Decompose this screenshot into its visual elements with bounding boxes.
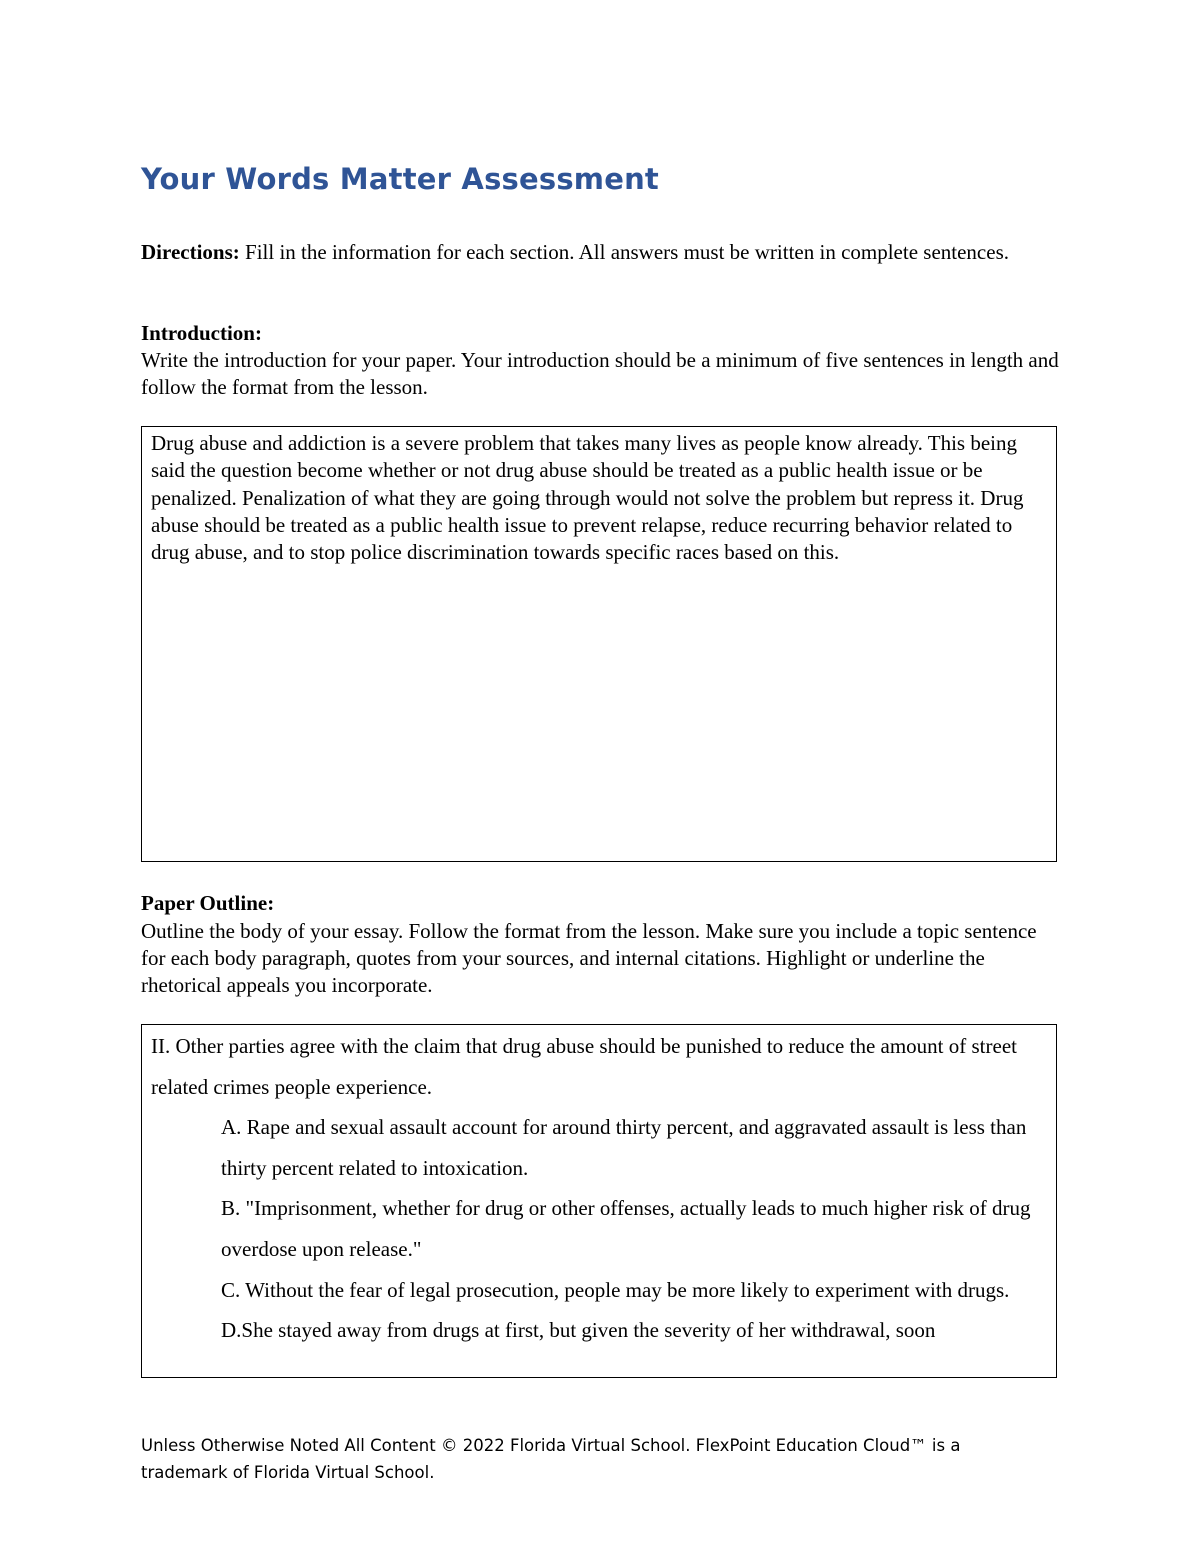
outline-answer-box[interactable] [141, 1024, 1057, 1378]
outline-sub-point-a: A. Rape and sexual assault account for around thirty percent, and aggravated assault is less than thirty percent related to intoxication. [221, 1115, 1027, 1180]
outline-sub-point-b: B. "Imprisonment, whether for drug or other offenses, actually leads to much higher risk of drug overdose upon release." [221, 1196, 1031, 1261]
outline-main-point: II. Other parties agree with the claim that drug abuse should be punished to reduce the amount of street related crimes people experience. [151, 1034, 1017, 1099]
introduction-answer-box[interactable] [141, 426, 1057, 862]
outline-sub-point-d: D.She stayed away from drugs at first, but given the severity of her withdrawal, soon [221, 1318, 936, 1343]
outline-instructions: Outline the body of your essay. Follow the format from the lesson. Make sure you include a topic sentence for each body paragraph, quotes from your sources, and internal citations. Highlight or underline the rhetorical appeals you incorporate. [141, 919, 1037, 997]
outline-heading: Paper Outline: [141, 891, 275, 915]
page-title: Your Words Matter Assessment [141, 162, 659, 196]
directions-paragraph [141, 239, 1061, 266]
directions-label: Directions: [141, 240, 240, 264]
introduction-heading: Introduction: [141, 321, 262, 345]
directions-text: Fill in the information for each section. All answers must be written in complete sentences. [239, 240, 1009, 264]
outline-list [151, 1026, 1051, 1351]
introduction-answer-text: Drug abuse and addiction is a severe problem that takes many lives as people know already. This being said the question become whether or not drug abuse should be treated as a public health issue or be penalized. Penalization of what they are going through would not solve the problem but repress it. Drug abuse should be treated as a public health issue to prevent relapse, reduce recurring behavior related to drug abuse, and to stop police discrimination towards specific races based on this. [151, 431, 1024, 565]
introduction-instructions: Write the introduction for your paper. Your introduction should be a minimum of five sentences in length and follow the format from the lesson. [141, 348, 1059, 399]
outline-sub-point-c: C. Without the fear of legal prosecution, people may be more likely to experiment with drugs. [221, 1277, 1010, 1302]
copyright-footer: Unless Otherwise Noted All Content © 2022 Florida Virtual School. FlexPoint Education Cloud™ is a trademark of Florida Virtual School. [141, 1436, 961, 1482]
